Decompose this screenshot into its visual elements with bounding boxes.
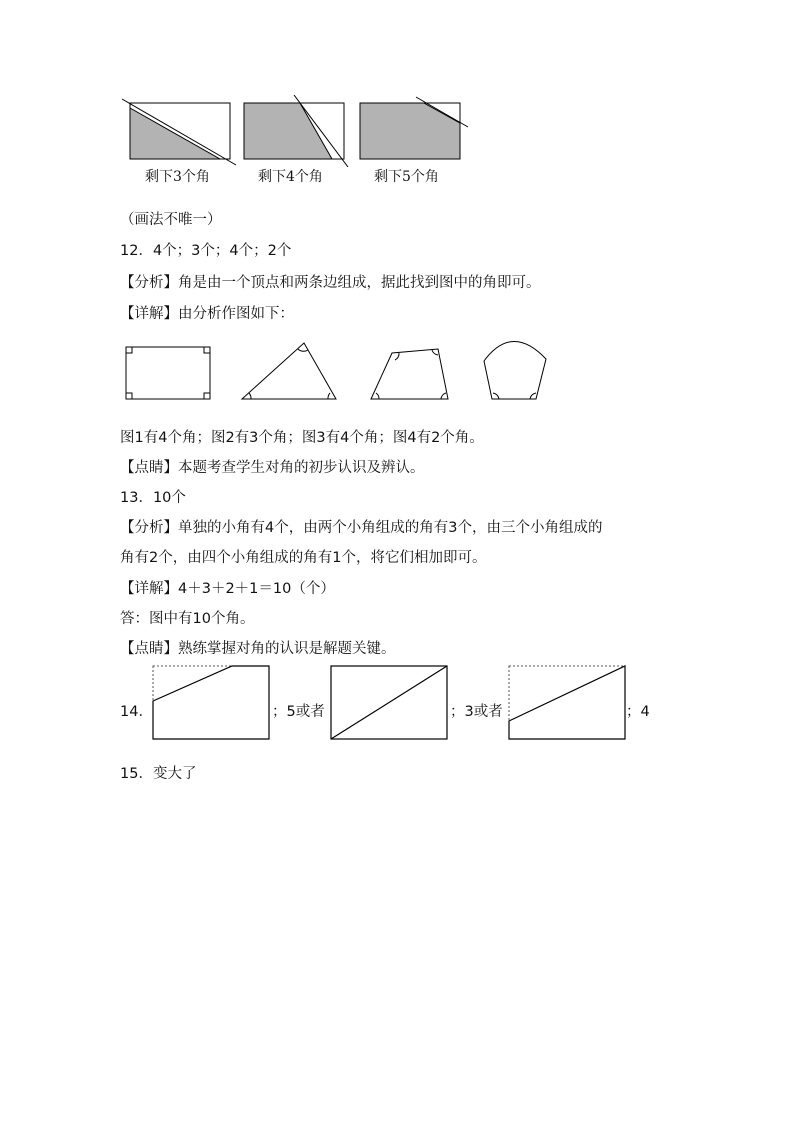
q13-reply: 答：图中有10个角。 xyxy=(120,611,255,627)
q12-answer: 12．4个；3个；4个；2个 xyxy=(120,243,292,259)
shape-quadrilateral xyxy=(371,349,448,399)
q14-separator-3: ；4 xyxy=(626,704,650,720)
caption-2: 剩下4个角 xyxy=(258,169,323,185)
caption-1: 剩下3个角 xyxy=(145,169,210,185)
q12-comment: 【点睛】本题考查学生对角的初步认识及辨认。 xyxy=(120,460,425,476)
shape-triangle xyxy=(242,343,336,399)
q14-figure-2 xyxy=(330,665,450,743)
q12-analysis: 【分析】角是由一个顶点和两条边组成，据此找到图中的角即可。 xyxy=(120,275,541,291)
q14-figure-3 xyxy=(508,665,628,743)
q15-answer: 15．变大了 xyxy=(120,766,197,782)
cut-rectangle-2 xyxy=(236,95,361,167)
q14-figure-1 xyxy=(152,665,272,743)
cut-rectangle-3 xyxy=(352,95,477,167)
q11-note: （画法不唯一） xyxy=(120,212,222,228)
q13-analysis-line2: 角有2个，由四个小角组成的角有1个，将它们相加即可。 xyxy=(120,550,487,566)
q13-analysis-line1: 【分析】单独的小角有4个，由两个小角组成的角有3个，由三个小角组成的 xyxy=(120,520,603,536)
q13-detail: 【详解】4＋3＋2＋1＝10（个） xyxy=(120,581,335,597)
q14-separator-1: ；5或者 xyxy=(272,704,325,720)
q13-comment: 【点睛】熟练掌握对角的认识是解题关键。 xyxy=(120,641,396,657)
shape-rectangle xyxy=(126,347,210,399)
caption-3: 剩下5个角 xyxy=(374,169,439,185)
q12-result: 图1有4个角；图2有3个角；图3有4个角；图4有2个角。 xyxy=(120,430,484,446)
q13-answer: 13．10个 xyxy=(120,490,186,506)
q14-label: 14． xyxy=(120,704,153,720)
angle-shapes-figure xyxy=(118,335,558,410)
shape-curved xyxy=(484,341,546,399)
q14-separator-2: ；3或者 xyxy=(450,704,503,720)
q12-detail: 【详解】由分析作图如下： xyxy=(120,306,294,322)
cut-rectangle-1 xyxy=(118,95,243,167)
